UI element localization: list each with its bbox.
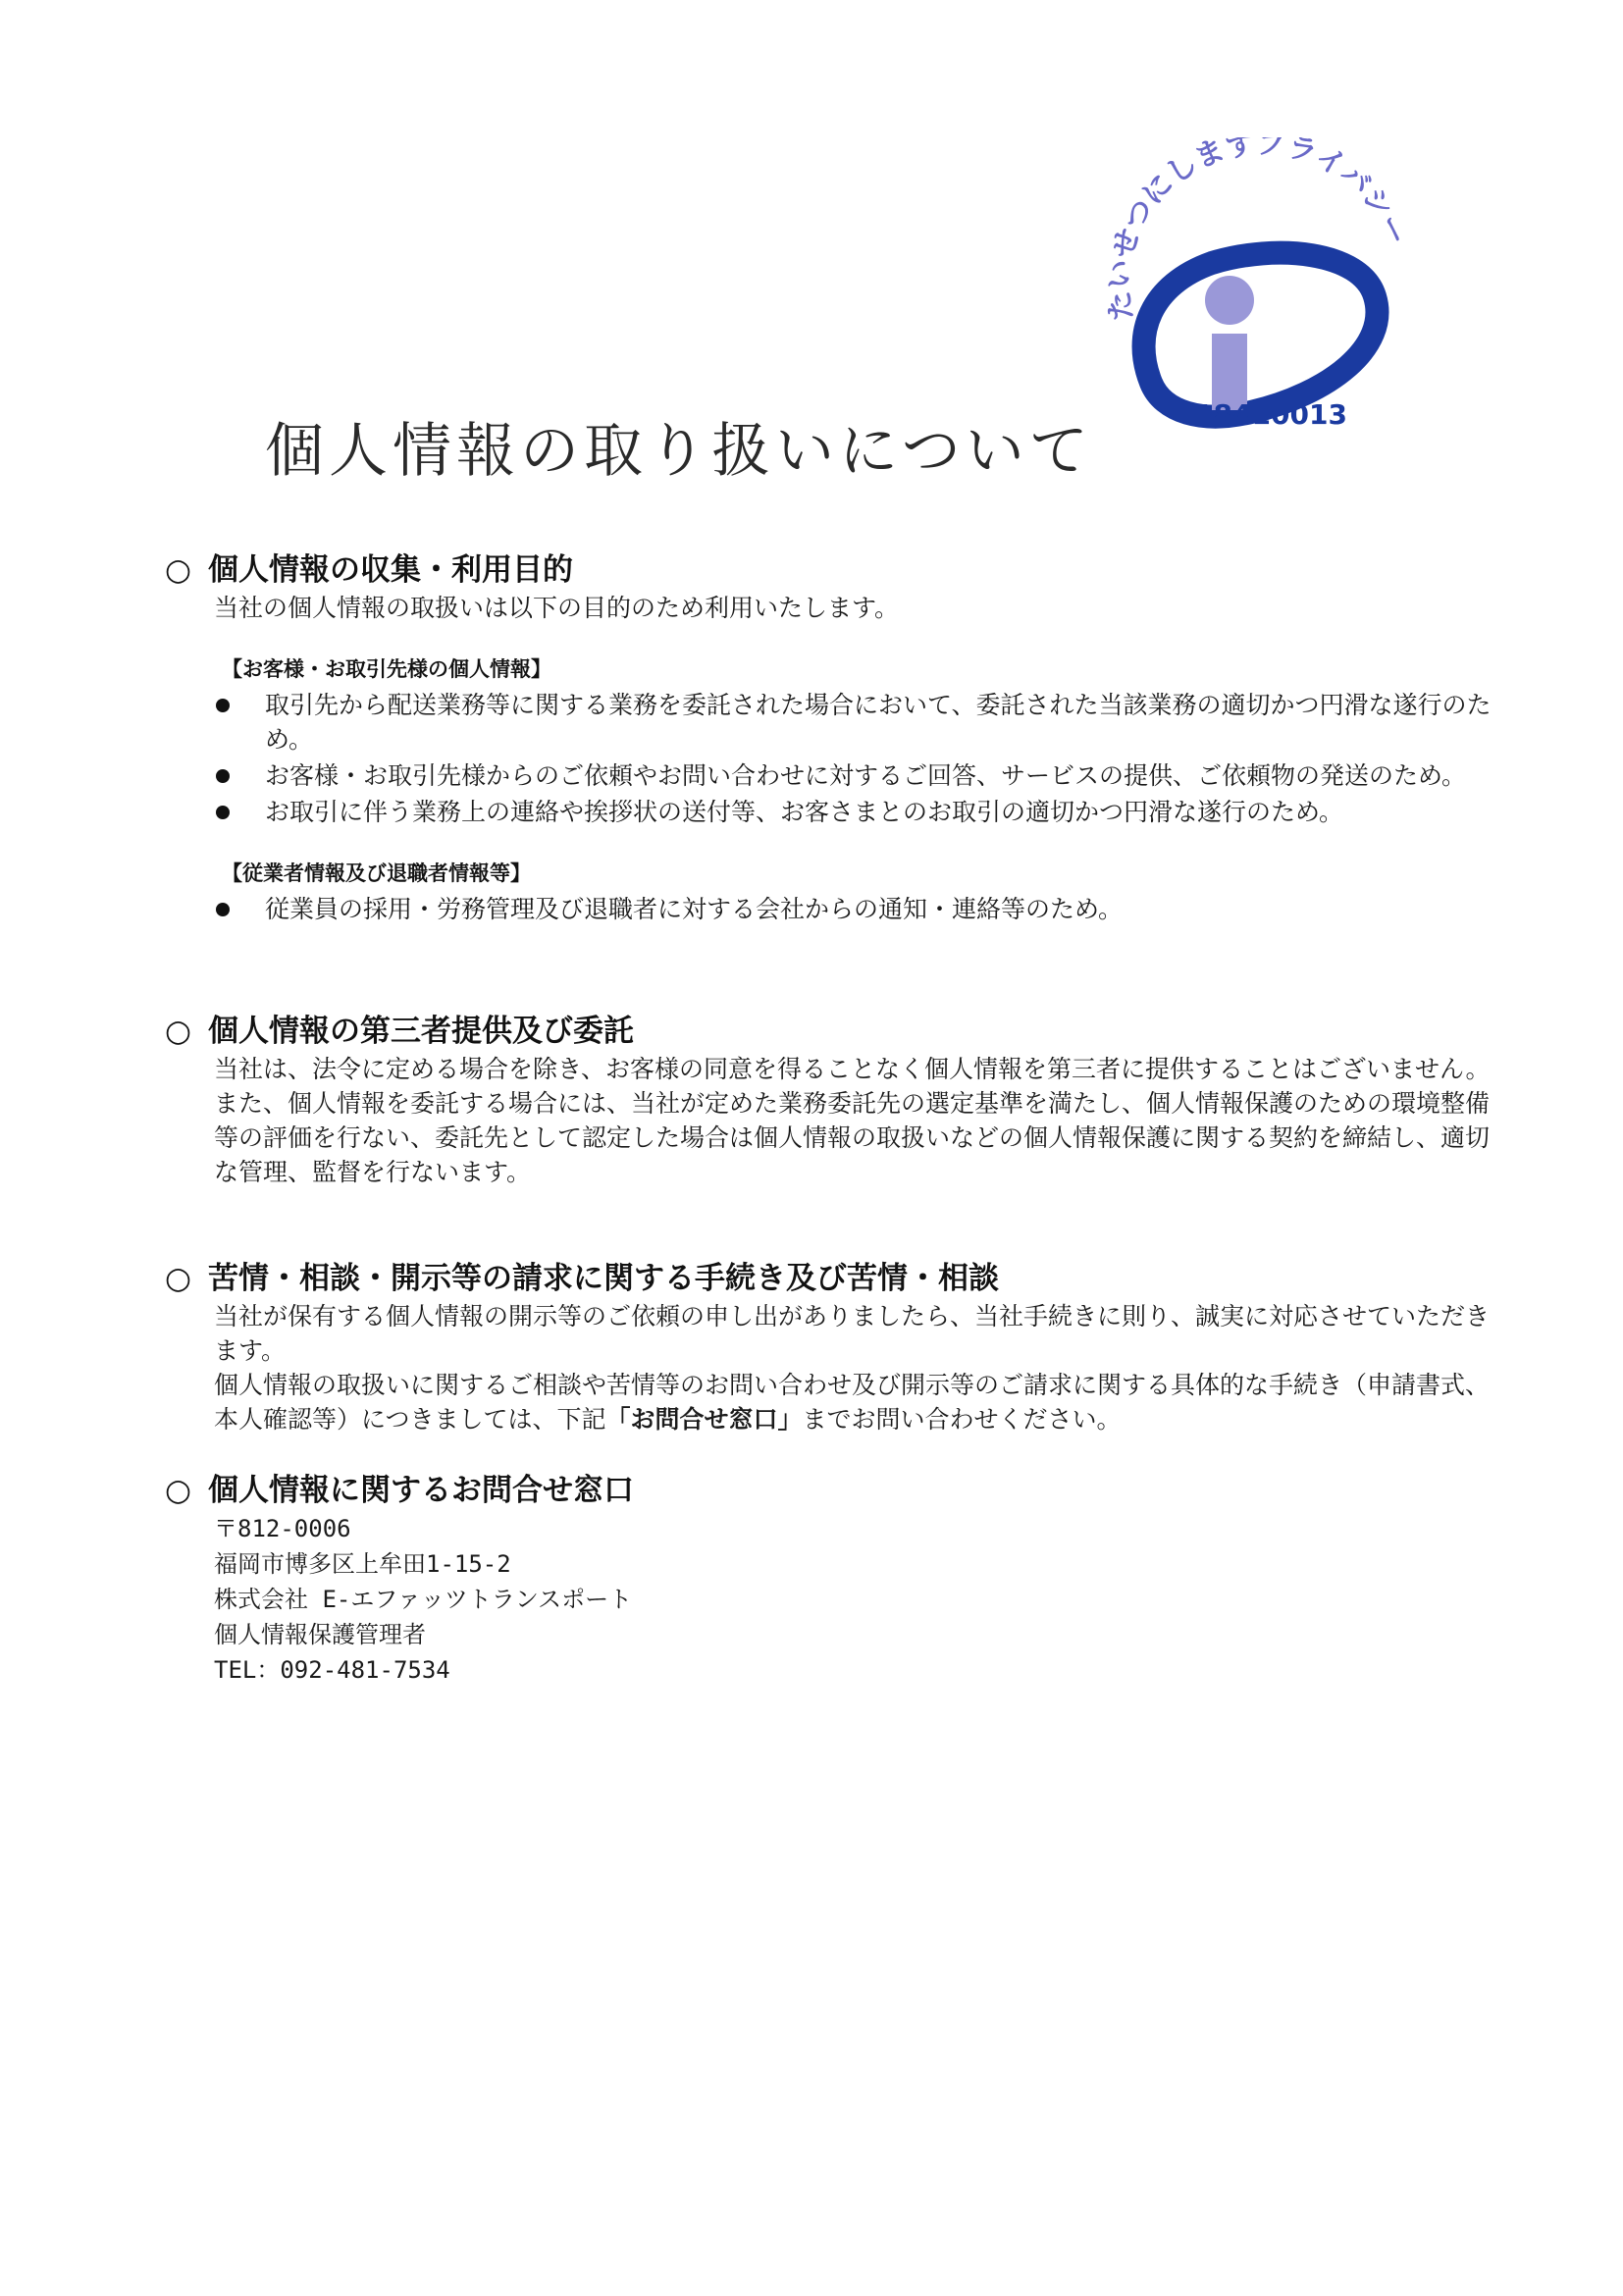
- list-item: [210, 892, 1499, 926]
- postal-code: 〒812-0006: [214, 1515, 351, 1542]
- employees-subheading: 【従業者情報及び退職者情報等】: [222, 861, 531, 885]
- circle-mark: ○: [165, 1261, 192, 1296]
- page-title: 個人情報の取り扱いについて: [265, 417, 1093, 487]
- paragraph: また、個人情報を委託する場合には、当社が定めた業務委託先の選定基準を満たし、個人情報保護のための環境整備等の評価を行ない、委託先として認定した場合は個人情報の取扱いなどの個人情報保護に関する契約を締結し、適切な管理、監督を行ないます。: [214, 1089, 1491, 1186]
- employees-list: [165, 892, 1499, 926]
- list-item: [210, 795, 1499, 829]
- section-heading-text: 苦情・相談・開示等の請求に関する手続き及び苦情・相談: [208, 1261, 999, 1296]
- section-third-party: [165, 1011, 1499, 1189]
- bullet-icon: [216, 699, 230, 712]
- contact-window-emphasis: 「お問合せ窓口」: [605, 1405, 803, 1434]
- paragraph: 個人情報の取扱いに関するご相談や苦情等のお問い合わせ及び開示等のご請求に関する具体的な手続き（申請書式、本人確認等）につきましては、下記「お問合せ窓口」までお問い合わせください。: [214, 1371, 1491, 1434]
- section-heading: [165, 1011, 1499, 1052]
- privacy-mark-logo: [1104, 137, 1418, 432]
- paragraph: 当社は、法令に定める場合を除き、お客様の同意を得ることなく個人情報を第三者に提供することはございません。: [214, 1055, 1491, 1083]
- list-item: [210, 688, 1499, 757]
- address: 福岡市博多区上牟田1-15-2: [214, 1550, 511, 1578]
- customers-list: [165, 688, 1499, 829]
- section-heading-text: 個人情報の第三者提供及び委託: [208, 1014, 634, 1049]
- list-item-text: 取引先から配送業務等に関する業務を委託された場合において、委託された当該業務の適切かつ円滑な遂行のため。: [265, 691, 1492, 754]
- privacy-mark-arc-text: たいせつにしますプライバシー: [1104, 137, 1414, 323]
- circle-mark: ○: [165, 552, 192, 588]
- circle-mark: ○: [165, 1473, 192, 1508]
- manager-title: 個人情報保護管理者: [214, 1621, 426, 1648]
- list-item-text: お客様・お取引先様からのご依頼やお問い合わせに対するご回答、サービスの提供、ご依頼物の発送のため。: [265, 761, 1467, 790]
- section-complaints: [165, 1258, 1499, 1436]
- list-item-text: お取引に伴う業務上の連絡や挨拶状の送付等、お客さまとのお取引の適切かつ円滑な遂行のため。: [265, 798, 1344, 826]
- section-heading-text: 個人情報の収集・利用目的: [208, 552, 573, 588]
- section-intro: 当社の個人情報の取扱いは以下の目的のため利用いたします。: [214, 594, 900, 622]
- company-name: 株式会社 E-エファッツトランスポート: [214, 1586, 633, 1613]
- section-heading: [165, 1258, 1499, 1299]
- section-heading: [165, 549, 1499, 591]
- section-heading-text: 個人情報に関するお問合せ窓口: [208, 1473, 634, 1508]
- registration-number: 18410013: [1194, 398, 1347, 431]
- bullet-icon: [216, 769, 230, 783]
- bullet-icon: [216, 903, 230, 916]
- list-item: [210, 758, 1499, 793]
- section-collection-purpose: [165, 549, 1499, 928]
- customers-subheading: 【お客様・お取引先様の個人情報】: [222, 657, 551, 681]
- circle-mark: ○: [165, 1014, 192, 1049]
- phone-number: TEL：092-481-7534: [214, 1656, 450, 1684]
- section-heading: [165, 1470, 1499, 1511]
- contact-block: [165, 1511, 1499, 1688]
- section-contact: [165, 1470, 1499, 1688]
- paragraph: 当社が保有する個人情報の開示等のご依頼の申し出がありましたら、当社手続きに則り、誠実に対応させていただきます。: [214, 1302, 1491, 1365]
- bullet-icon: [216, 806, 230, 819]
- list-item-text: 従業員の採用・労務管理及び退職者に対する会社からの通知・連絡等のため。: [265, 895, 1124, 923]
